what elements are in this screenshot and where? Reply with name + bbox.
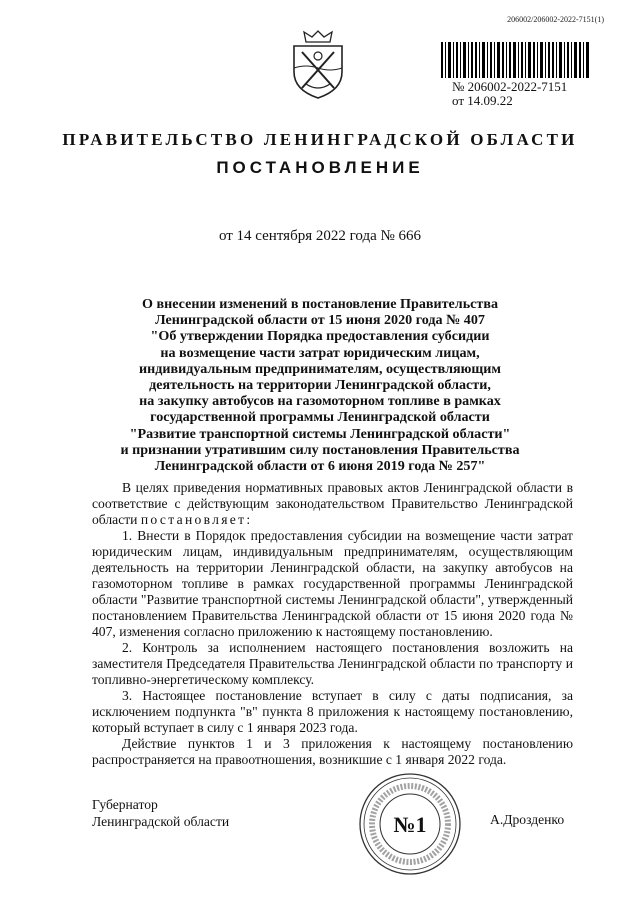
document-date: от 14 сентября 2022 года № 666 [218, 228, 422, 244]
clause-paragraph: Действие пунктов 1 и 3 приложения к настоящему постановлению распространяется на правоотношения, возникшие с 1 января 2022 года. [92, 736, 573, 767]
clause-paragraph: 3. Настоящее постановление вступает в силу с даты подписания, за исключением подпункта "в" пункта 8 приложения к настоящему постановлению, который вступает в силу с 1 января 2023 года. [92, 688, 573, 735]
preamble-paragraph [92, 480, 573, 528]
official-seal-stamp [358, 772, 462, 876]
barcode-icon [441, 42, 591, 78]
subject-line: на возмещение части затрат юридическим лицам, [160, 344, 480, 361]
subject-line: "Об утверждении Порядка предоставления субсидии [150, 328, 490, 345]
preamble-text: В целях приведения нормативных правовых актов Ленинградской области в соответствие с действующим законодательством Правительство Ленинградской области [92, 480, 573, 527]
document-body [92, 480, 573, 768]
subject-line: "Развитие транспортной системы Ленинградской области" [129, 425, 511, 442]
document-id: 206002/206002-2022-7151(1) [507, 15, 604, 24]
registration-number: № 206002-2022-7151 [452, 79, 568, 94]
coat-of-arms-icon [286, 28, 350, 100]
decree-word: постановляет: [140, 512, 253, 527]
document-subject [100, 296, 540, 474]
subject-line: Ленинградской области от 15 июня 2020 года № 407 [155, 312, 485, 329]
seal-number: №1 [393, 812, 427, 837]
subject-line: на закупку автобусов на газомоторном топливе в рамках [139, 393, 501, 410]
subject-line: О внесении изменений в постановление Правительства [142, 296, 498, 312]
organization-title: ПРАВИТЕЛЬСТВО ЛЕНИНГРАДСКОЙ ОБЛАСТИ [62, 130, 578, 149]
signatory-title: Губернатор [92, 797, 158, 812]
signatory-position [92, 796, 229, 830]
signatory-region: Ленинградской области [92, 814, 230, 829]
subject-line: индивидуальным предпринимателям, осуществляющим [138, 360, 502, 377]
clause-paragraph: 1. Внести в Порядок предоставления субсидии на возмещение части затрат юридическим лицам, индивидуальным предпринимателям, осуществляющим деятельность на территории Ленинградской области, на закупку автобусов на газомоторном топливе в рамках государственной программы Ленинградской области "Развитие транспортной системы Ленинградской области", утвержденный постановлением Правительства Ленинградской области от 15 июня 2020 года № 407, изменения согласно приложению к настоящему постановлению. [92, 528, 573, 639]
subject-line: и признании утратившим силу постановления Правительства [120, 441, 520, 458]
subject-line: Ленинградской области от 6 июня 2019 года № 257" [154, 458, 486, 475]
signatory-name: А.Дрозденко [490, 812, 565, 827]
clause-paragraph: 2. Контроль за исполнением настоящего постановления возложить на заместителя Председателя Правительства Ленинградской области по транспорту и топливно-энергетическому комплексу. [92, 640, 573, 687]
subject-line: деятельность на территории Ленинградской области, [149, 377, 491, 394]
document-type: ПОСТАНОВЛЕНИЕ [216, 158, 424, 177]
registration-date: от 14.09.22 [452, 93, 513, 108]
subject-line: государственной программы Ленинградской области [150, 409, 490, 426]
registration-block [452, 80, 567, 108]
